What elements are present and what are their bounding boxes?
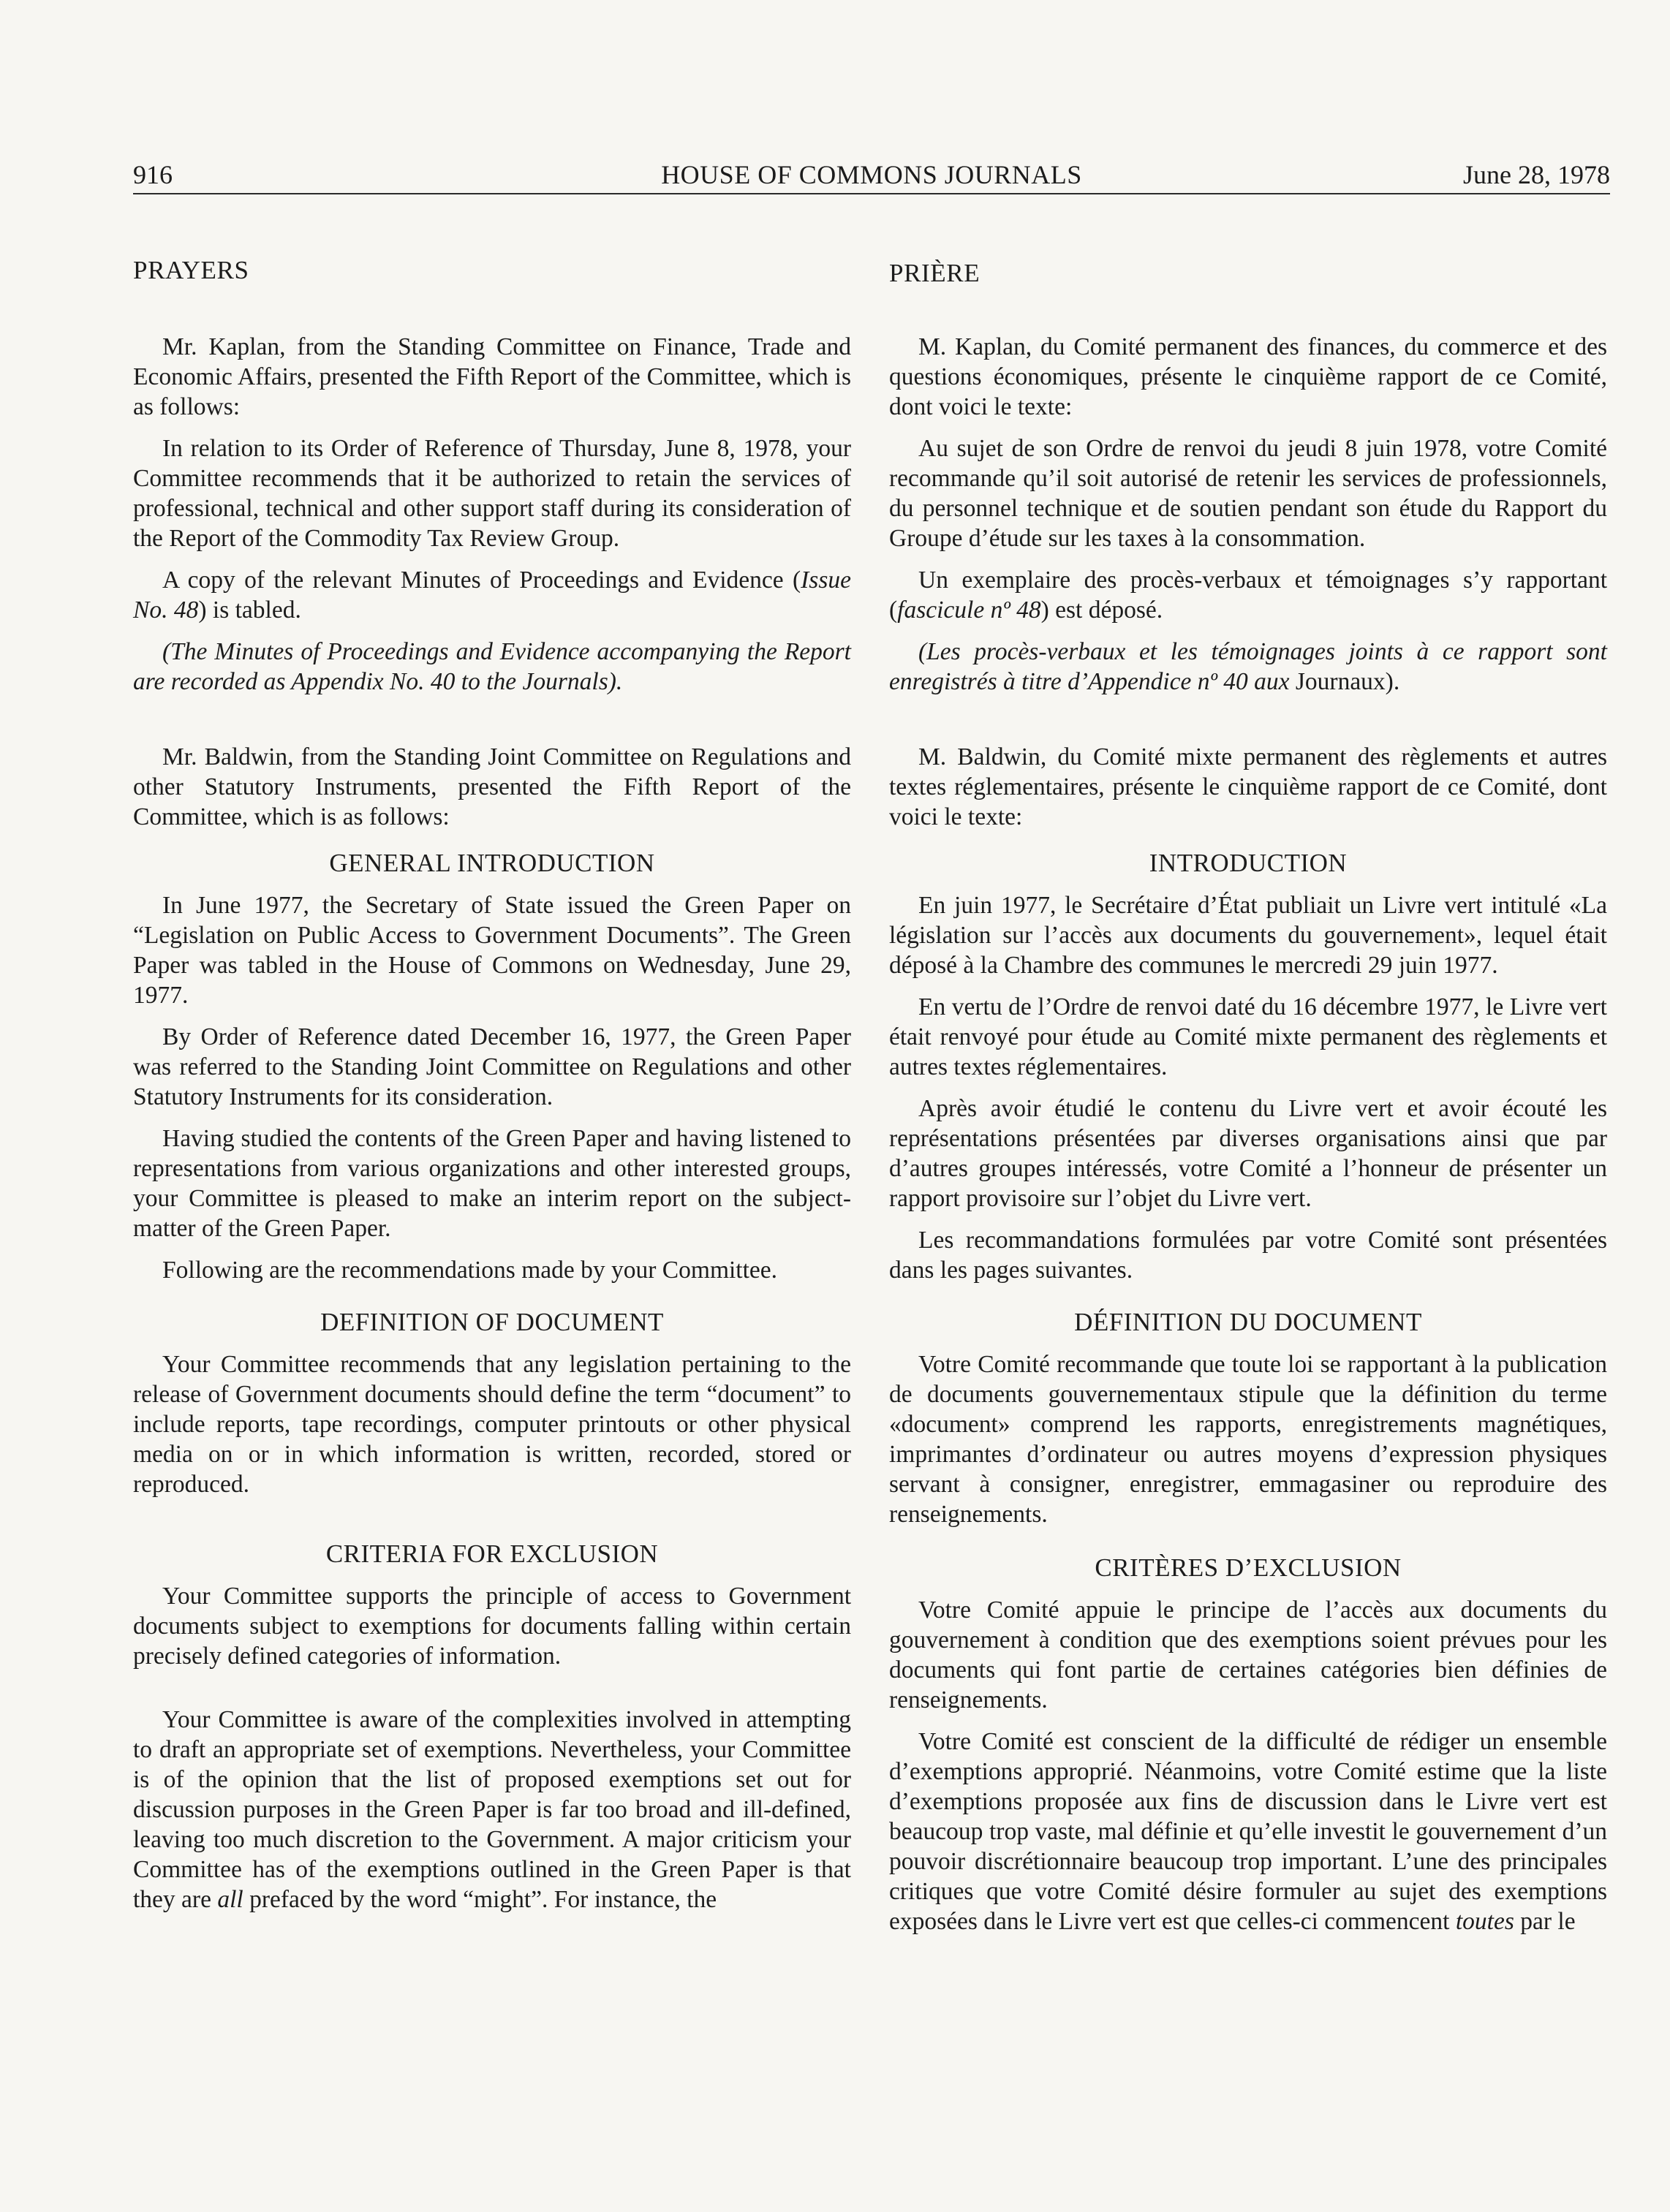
heading-criteria: CRITERIA FOR EXCLUSION (325, 1539, 659, 1568)
criteria-paragraph: Votre Comité appuie le principe de l’accès aux documents du gouvernement à condition que des exemptions soient prévues pour les documents qui font partie de certaines catégories bien définies de renseignements. (889, 1596, 1607, 1713)
baldwin-intro: Mr. Baldwin, from the Standing Joint Committee on Regulations and other Statutory Instruments, presented the Fifth Report of the Committee, which is as follows: (133, 743, 851, 830)
english-column (133, 256, 851, 1914)
header-date: June 28, 1978 (1463, 160, 1610, 189)
issue-ref: Issue No. 48 (133, 567, 851, 624)
criteria-text: Votre Comité est conscient de la difficulté de rédiger un ensemble d’exemptions approprié. Néanmoins, votre Comité estime que la liste d’exemptions proposée aux fins de discussion dans le Livre vert est beaucoup trop vaste, mal définie et qu’elle investit le gouvernement d’un pouvoir discrétionnaire beaucoup trop important. L’une des principales critiques que votre Comité désire formuler au sujet des exemptions exposées dans le Livre vert est que celles-ci commencent (889, 1728, 1607, 1935)
note-text: (Les procès-verbaux et les témoignages joints à ce rapport sont enregistrés à titre d’Appendice nº 40 aux (889, 638, 1607, 695)
criteria-text: Your Committee is aware of the complexities involved in attempting to draft an appropriate set of exemptions. Nevertheless, your Committee is of the opinion that the list of proposed exemptions set out for discussion purposes in the Green Paper is far too broad and ill-defined, leaving too much discretion to the Government. A major criticism your Committee has of the exemptions outlined in the Green Paper is that they are (133, 1706, 851, 1913)
heading-criteria: CRITÈRES D’EXCLUSION (1095, 1553, 1402, 1582)
journal-title: HOUSE OF COMMONS JOURNALS (661, 160, 1082, 189)
criteria-paragraph: Your Committee supports the principle of access to Government documents subject to exemptions for documents falling within certain precisely defined categories of information. (133, 1583, 851, 1670)
kaplan-report: In relation to its Order of Reference of Thursday, June 8, 1978, your Committee recommends that it be authorized to retain the services of professional, technical and other support staff during its consideration of the Report of the Commodity Tax Review Group. (133, 435, 851, 552)
header-rule (133, 193, 1610, 194)
running-header (133, 159, 1610, 196)
heading-introduction: INTRODUCTION (1149, 849, 1348, 877)
kaplan-minutes (889, 565, 1607, 625)
intro-paragraph: By Order of Reference dated December 16, 1977, the Green Paper was referred to the Standing Joint Committee on Regulations and other Statutory Instruments for its consideration. (133, 1023, 851, 1110)
emphasis: all (217, 1886, 243, 1913)
minutes-text: A copy of the relevant Minutes of Proceedings and Evidence ( (162, 567, 801, 594)
definition-paragraph: Votre Comité recommande que toute loi se rapportant à la publication de documents gouvernementaux stipule que la définition du terme «document» comprend les rapports, enregistrements magnétiques, imprimantes d’ordinateur ou autres moyens d’expression physiques servant à consigner, enregistrer, emmagasiner ou reproduire des renseignements. (889, 1351, 1607, 1528)
intro-paragraph: En vertu de l’Ordre de renvoi daté du 16 décembre 1977, le Livre vert était renvoyé pour étude au Comité mixte permanent des règlements et autres textes réglementaires. (889, 993, 1607, 1080)
kaplan-intro: M. Kaplan, du Comité permanent des finances, du commerce et des questions économiques, présente le cinquième rapport de ce Comité, dont voici le texte: (889, 333, 1607, 420)
heading-general-introduction: GENERAL INTRODUCTION (329, 849, 655, 877)
criteria-text-end: prefaced by the word “might”. For instance, the (243, 1886, 717, 1913)
criteria-text-end: par le (1514, 1908, 1576, 1935)
kaplan-minutes (133, 565, 851, 625)
heading-definition: DEFINITION OF DOCUMENT (320, 1308, 664, 1336)
intro-paragraph: Les recommandations formulées par votre Comité sont présentées dans les pages suivantes. (889, 1227, 1607, 1284)
criteria-paragraph (889, 1727, 1607, 1936)
french-column (889, 256, 1607, 1936)
baldwin-intro: M. Baldwin, du Comité mixte permanent des règlements et autres textes réglementaires, présente le cinquième rapport de ce Comité, dont voici le texte: (889, 743, 1607, 830)
page-number: 916 (133, 160, 173, 189)
intro-paragraph: Après avoir étudié le contenu du Livre vert et avoir écouté les représentations présentées par diverses organisations ainsi que par d’autres groupes intéressés, votre Comité a l’honneur de présenter un rapport provisoire sur l’objet du Livre vert. (889, 1095, 1607, 1212)
definition-paragraph: Your Committee recommends that any legislation pertaining to the release of Government documents should define the term “document” to include reports, tape recordings, computer printouts or other physical media on or in which information is written, recorded, stored or reproduced. (133, 1351, 851, 1498)
minutes-text: Un exemplaire des procès-verbaux et témoignages s’y rapportant ( (889, 567, 1607, 624)
intro-paragraph: En juin 1977, le Secrétaire d’État publiait un Livre vert intitulé «La législation sur l’accès aux documents du gouvernement», lequel était déposé à la Chambre des communes le mercredi 29 juin 1977. (889, 892, 1607, 979)
section-title: PRAYERS (133, 256, 249, 284)
issue-ref: fascicule nº 48 (897, 596, 1041, 624)
emphasis: toutes (1455, 1908, 1514, 1935)
criteria-paragraph (133, 1705, 851, 1914)
section-title: PRIÈRE (889, 259, 981, 287)
intro-paragraph: Having studied the contents of the Green Paper and having listened to representations from various organizations and other interested groups, your Committee is pleased to make an interim report on the subject-matter of the Green Paper. (133, 1125, 851, 1242)
intro-paragraph: In June 1977, the Secretary of State issued the Green Paper on “Legislation on Public Access to Government Documents”. The Green Paper was tabled in the House of Commons on Wednesday, June 29, 1977. (133, 892, 851, 1009)
kaplan-note (889, 637, 1607, 697)
minutes-text-end: ) is tabled. (198, 596, 301, 624)
kaplan-intro: Mr. Kaplan, from the Standing Committee on Finance, Trade and Economic Affairs, presented the Fifth Report of the Committee, which is as follows: (133, 333, 851, 420)
note-text-end: Journaux). (1295, 668, 1400, 695)
kaplan-report: Au sujet de son Ordre de renvoi du jeudi 8 juin 1978, votre Comité recommande qu’il soit autorisé de retenir les services de professionnels, du personnel technique et de soutien pendant son étude du Rapport du Groupe d’étude sur les taxes à la consommation. (889, 435, 1607, 552)
heading-definition: DÉFINITION DU DOCUMENT (1074, 1308, 1422, 1336)
kaplan-note: (The Minutes of Proceedings and Evidence accompanying the Report are recorded as Appendix No. 40 to the Journals). (133, 638, 851, 695)
intro-paragraph: Following are the recommendations made by your Committee. (162, 1257, 778, 1284)
minutes-text-end: ) est déposé. (1040, 596, 1163, 624)
